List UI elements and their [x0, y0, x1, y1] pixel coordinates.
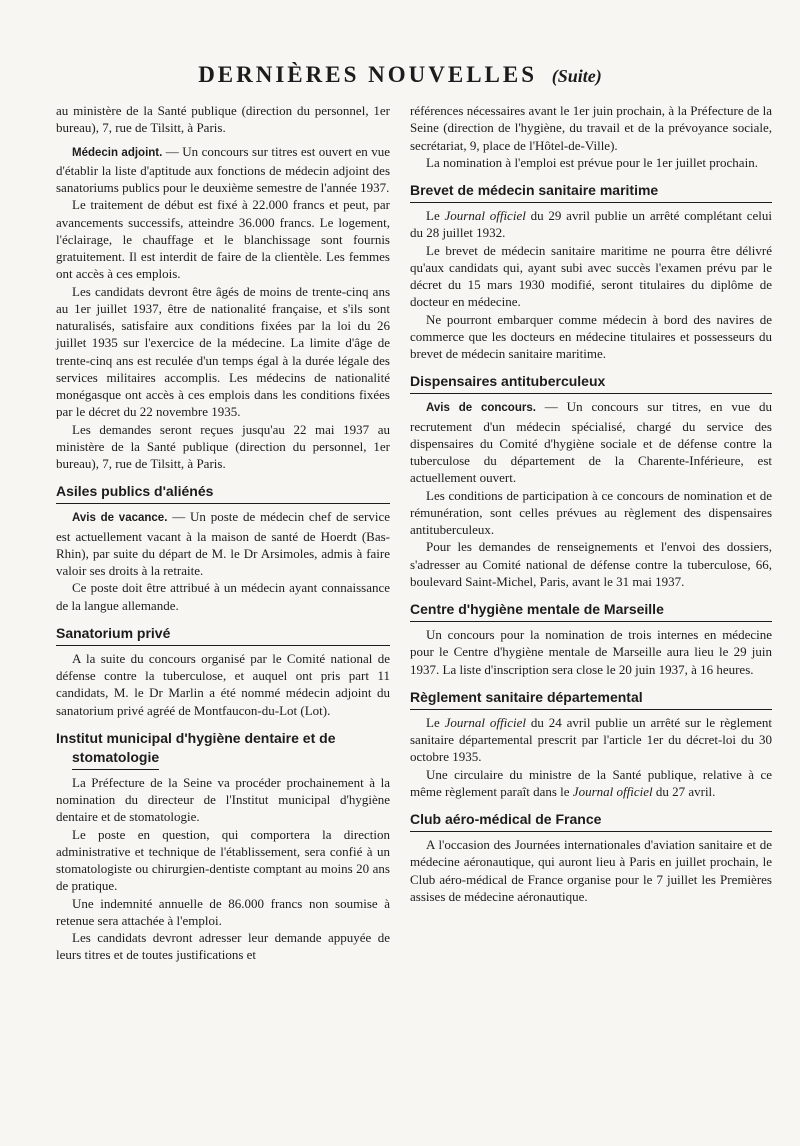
- right-column: [410, 102, 772, 905]
- medecin-adjoint-paragraph-4: Les demandes seront reçues jusqu'au 22 mai 1937 au ministère de la Santé publique (direction du personnel, 1er bureau), 7, rue de Tilsitt, à Paris.: [56, 421, 390, 471]
- medecin-adjoint-paragraph-3: Les candidats devront être âgés de moins de trente-cinq ans au 1er juillet 1937, être de nationalité française, et s'ils sont naturalisés, satisfaire aux conditions fixées par la loi du 26 juillet 1935 sur l'exercice de la médecine. La limite d'âge de trente-cinq ans est reculée d'un temps égal à la durée légale des services militaires accomplis. Les médecins de nationalité monégasque ont accès à ces emplois dans les conditions fixées par le décret du 22 novembre 1935.: [56, 283, 390, 420]
- institut-heading-line-1: Institut municipal d'hygiène dentaire et de: [56, 729, 336, 746]
- medecin-adjoint-paragraph-1: Médecin adjoint. — Un concours sur titres est ouvert en vue d'établir la liste d'aptitude aux fonctions de médecin adjoint des sanatoriums publics pour le deuxième semestre de l'année 1937.: [56, 143, 391, 195]
- club-heading: Club aéro-médical de France: [410, 810, 772, 832]
- dispensaires-paragraph-2: Les conditions de participation à ce concours de nomination et de rémunération, sont celles prévues au règlement des dispensaires antituberculeux.: [410, 487, 772, 537]
- asiles-paragraph-1: Avis de vacance. — Un poste de médecin chef de service est actuellement vacant à la maison de santé de Hoerdt (Bas-Rhin), par suite du départ de M. le Dr Arsimoles, admis à faire valoir ses droits à la retraite.: [56, 509, 390, 578]
- brevet-paragraph-1: Le Journal officiel du 29 avril publie un arrêté complétant celui du 28 juillet 1932.: [410, 208, 772, 241]
- sanatorium-paragraph-1: A la suite du concours organisé par le Comité national de défense contre la tuberculose, et auquel ont pris part 11 candidats, M. le Dr Marlin a été nommé médecin adjoint du sanatorium privé agréé de Montfaucon-du-Lot (Lot).: [56, 650, 390, 718]
- page-header: [0, 62, 800, 88]
- institut-heading: [56, 729, 390, 770]
- institut-paragraph-1: La Préfecture de la Seine va procéder prochainement à la nomination du directeur de l'Institut municipal d'hygiène dentaire et de stomatologie.: [56, 774, 390, 825]
- medecin-adjoint-paragraph-2: Le traitement de début est fixé à 22.000 francs et peut, par avancements successifs, atteindre 36.000 francs. Le logement, l'éclairage, le chauffage et le blanchissage sont fournis gratuitement. Il est interdit de faire de la clientèle. Les femmes ont accès à ces emplois.: [56, 197, 390, 282]
- centre-paragraph-1: Un concours pour la nomination de trois internes en médecine pour le Centre d'hygiène mentale de Marseille aura lieu le 29 juin 1937. La liste d'inscription sera close le 20 juin 1937, à 16 heures.: [410, 627, 772, 677]
- institut-paragraph-4: Les candidats devront adresser leur demande appuyée de leurs titres et de toutes justifications et: [56, 930, 390, 963]
- journal-officiel-ref: Journal officiel: [444, 714, 527, 730]
- left-intro-paragraph: au ministère de la Santé publique (direction du personnel, 1er bureau), 7, rue de Tilsitt, à Paris.: [56, 103, 390, 136]
- centre-heading: Centre d'hygiène mentale de Marseille: [410, 600, 772, 622]
- institut-heading-line-2: stomatologie: [72, 748, 159, 770]
- dispensaires-heading: Dispensaires antituberculeux: [410, 372, 772, 394]
- brevet-paragraph-3: Ne pourront embarquer comme médecin à bord des navires de commerce que les docteurs en médecine titulaires et possesseurs du brevet de médecin sanitaire maritime.: [410, 311, 772, 361]
- journal-officiel-ref: Journal officiel: [444, 208, 526, 223]
- dispensaires-paragraph-1: Avis de concours. — Un concours sur titres, en vue du recrutement d'un médecin spécialisé, chargé du service des dispensaires du Comité d'hygiène sociale et de défense contre la tuberculose du département de la Charente-Inférieure, est actuellement ouvert.: [410, 399, 772, 486]
- left-column: [56, 102, 390, 964]
- dispensaires-lead: Avis de concours.: [426, 402, 536, 415]
- reglement-paragraph-2: Une circulaire du ministre de la Santé publique, relative à ce même règlement paraît dans le Journal officiel du 27 avril.: [410, 766, 772, 799]
- institut-paragraph-2: Le poste en question, qui comportera la direction administrative et technique de l'établissement, sera confié à un stomatologiste ou chirurgien-dentiste comptant au moins 20 ans de pratique.: [56, 826, 390, 894]
- header-suite: (Suite): [551, 66, 602, 86]
- asiles-lead: Avis de vacance.: [72, 512, 168, 525]
- dispensaires-paragraph-3: Pour les demandes de renseignements et l'envoi des dossiers, s'adresser au Comité national de défense contre la tuberculose, 66, boulevard Saint-Michel, Paris, avant le 31 mai 1937.: [410, 539, 772, 589]
- institut-paragraph-3: Une indemnité annuelle de 86.000 francs non soumise à retenue sera attachée à l'emploi.: [56, 895, 390, 928]
- brevet-paragraph-2: Le brevet de médecin sanitaire maritime ne pourra être délivré qu'aux candidats qui, ayant subi avec succès l'examen prévu par le décret du 15 mars 1930 modifié, seront titulaires du diplôme de docteur en médecine.: [410, 242, 772, 310]
- asiles-heading: Asiles publics d'aliénés: [56, 482, 390, 504]
- reglement-paragraph-1: Le Journal officiel du 24 avril publie un arrêté sur le règlement sanitaire départemental prescrit par l'article 1er du décret-loi du 30 octobre 1935.: [410, 714, 772, 765]
- right-intro-paragraph-1: références nécessaires avant le 1er juin prochain, à la Préfecture de la Seine (direction de l'hygiène, du travail et de la prévoyance sociale, secrétariat, 9, place de l'Hôtel-de-Ville).: [410, 103, 772, 153]
- sanatorium-heading: Sanatorium privé: [56, 624, 390, 646]
- reglement-heading: Règlement sanitaire départemental: [410, 688, 772, 710]
- journal-officiel-ref: Journal officiel: [572, 783, 653, 799]
- right-intro-paragraph-2: La nomination à l'emploi est prévue pour le 1er juillet prochain.: [426, 154, 758, 170]
- club-paragraph-1: A l'occasion des Journées internationales d'aviation sanitaire et de médecine aéronautique, qui auront lieu à Paris en juillet prochain, le Club aéro-médical de France organise pour le 7 juillet les Premières assises de médecine aéronautique.: [410, 837, 772, 904]
- medecin-adjoint-lead: Médecin adjoint.: [72, 146, 163, 159]
- asiles-paragraph-2: Ce poste doit être attribué à un médecin ayant connaissance de la langue allemande.: [56, 580, 390, 613]
- brevet-heading: Brevet de médecin sanitaire maritime: [410, 181, 772, 203]
- header-title: DERNIÈRES NOUVELLES: [198, 62, 538, 87]
